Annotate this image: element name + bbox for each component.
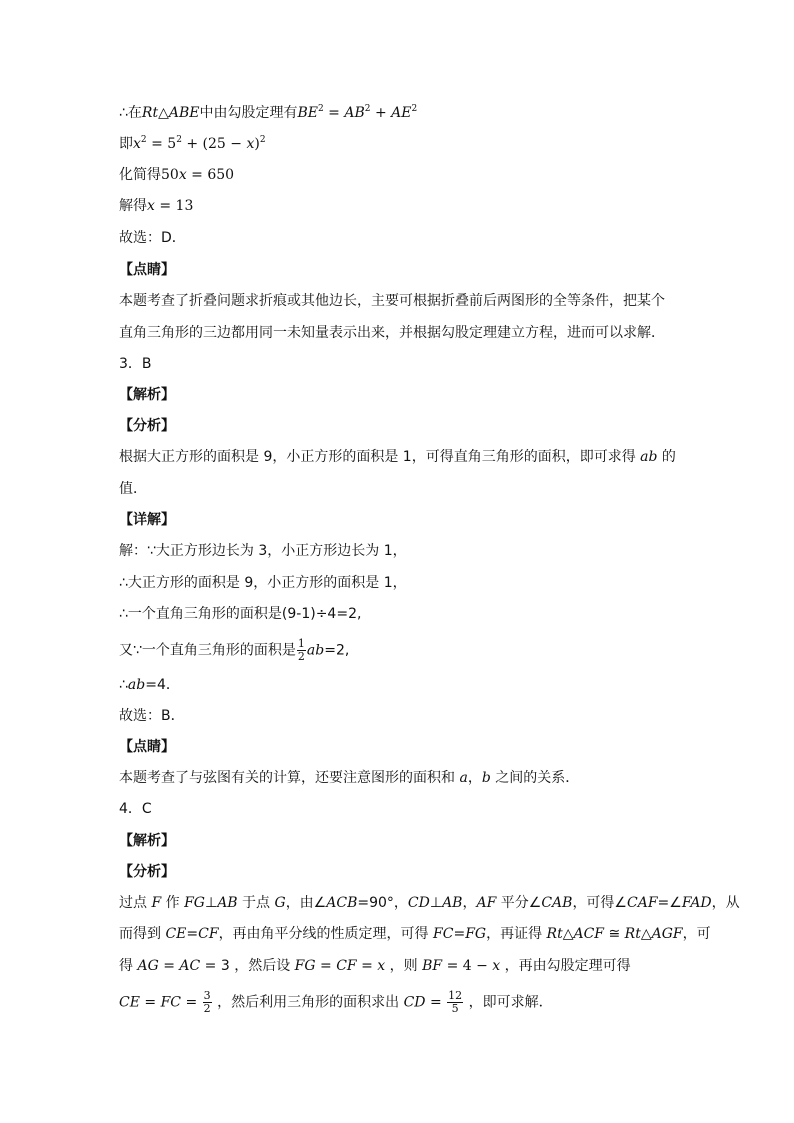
text-line: ∴在Rt△ABE中由勾股定理有$BE^2 = AB^2 + AE^2$: [119, 104, 418, 121]
section-heading: 【点睛】: [119, 262, 175, 278]
section-heading: 【分析】: [119, 864, 175, 880]
text-line: ∴大正方形的面积是 9，小正方形的面积是 1，: [119, 575, 407, 591]
text-line: 解：∵大正方形边长为 3，小正方形边长为 1，: [119, 543, 407, 559]
question-number: 3．B: [119, 356, 152, 372]
text-line: 而得到 CE=CF，再由角平分线的性质定理，可得 FC=FG，再证得 Rt△ACF ≅ Rt△AGF，可: [119, 926, 711, 942]
text-line: 解得x = 13: [119, 198, 194, 214]
text-line: 化简得50x = 650: [119, 167, 235, 183]
section-heading: 【详解】: [119, 512, 175, 528]
text-line: ∴ab=4．: [119, 677, 180, 693]
text-line: 即$x^2 = 5^2 + (25 - x)^2$: [119, 135, 266, 152]
text-line: 本题考查了折叠问题求折痕或其他边长，主要可根据折叠前后两图形的全等条件，把某个: [119, 293, 665, 309]
section-heading: 【解析】: [119, 833, 175, 849]
text-line: 直角三角形的三边都用同一未知量表示出来，并根据勾股定理建立方程，进而可以求解．: [119, 325, 665, 341]
section-heading: 【点睛】: [119, 739, 175, 755]
fraction: $\frac{1}{2}$: [297, 637, 305, 663]
question-number: 4．C: [119, 801, 152, 817]
text-line: 又∵一个直角三角形的面积是 $\frac{1}{2}$ ab=2,: [119, 637, 350, 663]
text-line: 本题考查了与弦图有关的计算，还要注意图形的面积和 a，b 之间的关系．: [119, 770, 580, 786]
text-line: 过点 F 作 FG⊥AB 于点 G，由∠ACB=90°，CD⊥AB，AF 平分∠CAB，可得∠CAF=∠FAD，从: [119, 895, 740, 911]
section-heading: 【分析】: [119, 418, 175, 434]
answer-line: 故选：D．: [119, 230, 186, 246]
fraction: $\frac{3}{2}$: [203, 989, 211, 1015]
section-heading: 【解析】: [119, 387, 175, 403]
text-line: 值．: [119, 481, 147, 497]
text-line: 根据大正方形的面积是 9，小正方形的面积是 1，可得直角三角形的面积，即可求得 ab 的: [119, 449, 676, 465]
text-line: ∴一个直角三角形的面积是(9-1)÷4=2,: [119, 606, 362, 622]
fraction: $\frac{12}{5}$: [448, 989, 463, 1015]
answer-line: 故选：B．: [119, 708, 185, 724]
text-line: 得 AG = AC = 3 ，然后设 FG = CF = x ，则 BF = 4 − x ，再由勾股定理可得: [119, 958, 631, 974]
text-line: CE = FC = $\frac{3}{2}$ ，然后利用三角形的面积求出 CD = $\frac{12}{5}$ ，即可求解．: [119, 989, 553, 1015]
